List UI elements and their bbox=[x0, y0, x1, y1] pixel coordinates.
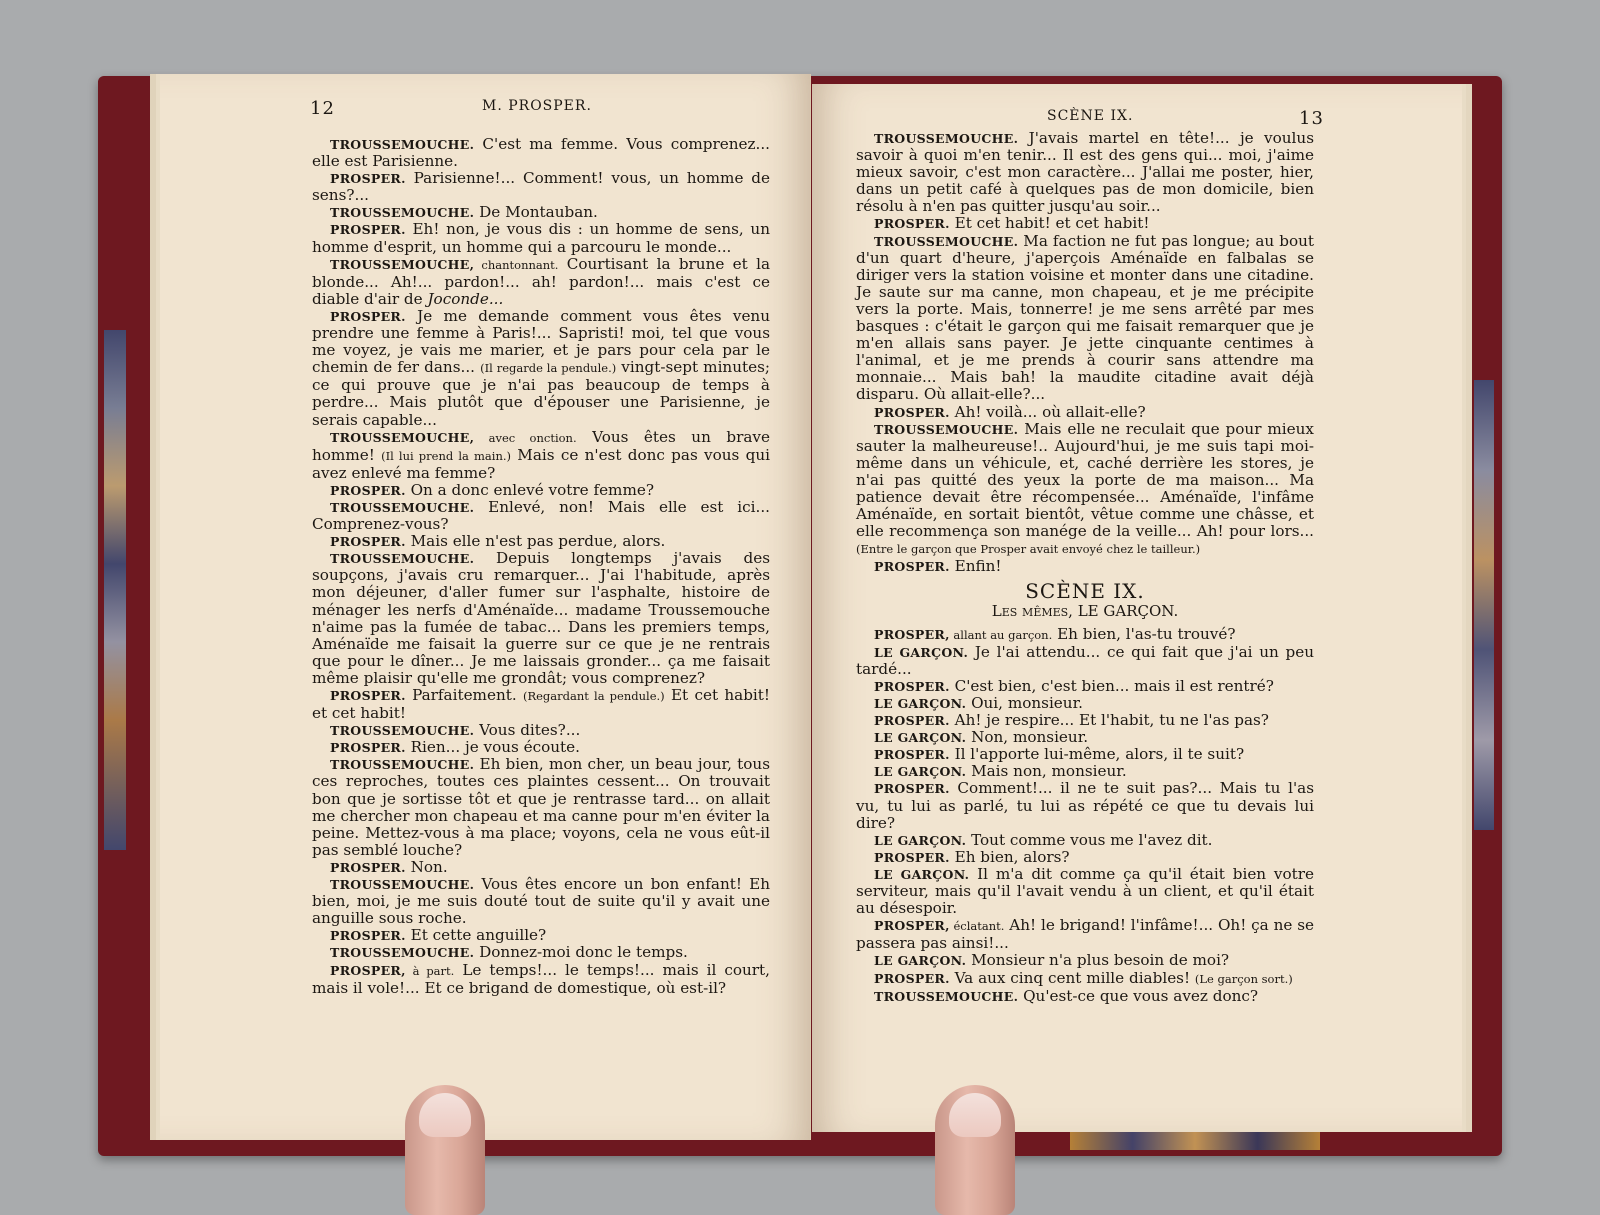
dialogue-text: Vous êtes un brave homme! bbox=[312, 427, 770, 464]
dialogue-line bbox=[856, 832, 1314, 849]
dialogue-text: Non. bbox=[405, 857, 448, 876]
dialogue-line bbox=[312, 221, 770, 255]
scene-heading: SCÈNE IX. bbox=[1025, 579, 1145, 604]
dialogue-text: Qu'est-ce que vous avez donc? bbox=[1018, 986, 1259, 1005]
dialogue-line bbox=[856, 970, 1314, 988]
dialogue-text: Mais elle ne reculait que pour mieux sauter la malheureuse!.. Aujourd'hui, je me suis tapi moi-même dans un véhicule, et, caché derrière les stores, je n'ai pas quitté des yeux la porte de ma maison... Ma patience devait être récompensée... Aménaïde, l'infâme Aménaïde, en sortait bientôt, vêtue comme une châsse, et elle recommença son manége de la veille... Ah! pour lors... bbox=[856, 419, 1314, 541]
speaker-name: TROUSSEMOUCHE. bbox=[330, 757, 475, 773]
dialogue-line bbox=[856, 678, 1314, 695]
speaker-name: TROUSSEMOUCHE. bbox=[330, 499, 475, 515]
dialogue-text: Eh bien, alors? bbox=[949, 847, 1070, 866]
page-number-right: 13 bbox=[1299, 108, 1324, 129]
dialogue-text: Eh bien, l'as-tu trouvé? bbox=[1052, 624, 1236, 643]
dialogue-text: Va aux cinq cent mille diables! bbox=[949, 968, 1195, 987]
page-number-left: 12 bbox=[310, 98, 335, 119]
speaker-name: TROUSSEMOUCHE. bbox=[874, 233, 1019, 249]
right-thumb bbox=[935, 1085, 1015, 1215]
dialogue-text: Non, monsieur. bbox=[966, 728, 1089, 747]
stage-direction: (Regardant la pendule.) bbox=[522, 689, 665, 703]
speaker-name: TROUSSEMOUCHE. bbox=[330, 137, 475, 152]
dialogue-line bbox=[856, 644, 1314, 678]
speaker-name: LE GARÇON. bbox=[874, 832, 967, 848]
speaker-name: PROSPER, bbox=[874, 918, 950, 934]
marbled-endpaper-left bbox=[104, 330, 126, 850]
dialogue-line bbox=[856, 849, 1314, 866]
right-text-after-scene bbox=[856, 626, 1314, 1005]
dialogue-line bbox=[856, 746, 1314, 763]
dialogue-line bbox=[856, 712, 1314, 729]
stage-direction: (Entre le garçon que Prosper avait envoyé chez le tailleur.) bbox=[856, 542, 1201, 557]
dialogue-text: On a donc enlevé votre femme? bbox=[405, 480, 654, 499]
stage-direction: chantonnant. bbox=[474, 257, 559, 272]
dialogue-line bbox=[312, 204, 770, 221]
stage-direction: éclatant. bbox=[949, 919, 1005, 934]
dialogue-text: Enlevé, non! Mais elle est ici... Comprenez-vous? bbox=[312, 497, 770, 534]
dialogue-text: Ma faction ne fut pas longue; au bout d'un quart d'heure, j'aperçois Aménaïde en falbalas se diriger vers la station voisine et monter dans une citadine. Je saute sur ma canne, mon chapeau, et je me précipite vers la porte. Mais, tonnerre! je me sens arrêté par mes basques : c'était le garçon qui me faisait remarquer que je m'en allais sans payer. Je jette cinquante centimes à l'animal, et je me prends à courir sans attendre ma monnaie... Mais bah! la maudite citadine avait déjà disparu. Où allait-elle?... bbox=[856, 231, 1314, 404]
dialogue-text: Et cette anguille? bbox=[405, 926, 547, 945]
left-page bbox=[160, 74, 811, 1140]
speaker-name: PROSPER. bbox=[330, 308, 406, 324]
speaker-name: PROSPER. bbox=[874, 849, 950, 865]
dialogue-text: Mais ce n'est donc pas vous qui avez enlevé ma femme? bbox=[312, 445, 770, 482]
dialogue-text: C'est bien, c'est bien... mais il est rentré? bbox=[949, 676, 1274, 695]
speaker-name: TROUSSEMOUCHE. bbox=[874, 421, 1019, 437]
right-page-text bbox=[856, 130, 1314, 1005]
dialogue-text: Vous êtes encore un bon enfant! Eh bien, moi, je me suis douté tout de suite qu'il y avait une anguille sous roche. bbox=[312, 875, 770, 928]
dialogue-text: Enfin! bbox=[949, 557, 1002, 576]
dialogue-line bbox=[856, 130, 1314, 215]
left-running-head bbox=[160, 98, 810, 120]
dialogue-line bbox=[856, 988, 1314, 1005]
dialogue-line bbox=[856, 729, 1314, 746]
speaker-name: PROSPER. bbox=[874, 747, 950, 763]
dialogue-line bbox=[312, 499, 770, 533]
dialogue-text: Monsieur n'a plus besoin de moi? bbox=[966, 951, 1230, 970]
speaker-name: TROUSSEMOUCHE. bbox=[330, 723, 475, 739]
stage-direction: avec onction. bbox=[474, 430, 577, 445]
running-title-right: SCÈNE IX. bbox=[1047, 108, 1134, 124]
dialogue-line bbox=[312, 962, 770, 997]
dialogue-text: Oui, monsieur. bbox=[966, 694, 1083, 712]
dialogue-line bbox=[312, 308, 770, 429]
dialogue-text: Mais non, monsieur. bbox=[966, 762, 1127, 781]
dialogue-line bbox=[856, 558, 1314, 575]
dialogue-line bbox=[856, 404, 1314, 421]
dialogue-text: Parisienne!... Comment! vous, un homme de sens?... bbox=[312, 169, 770, 205]
speaker-name: LE GARÇON. bbox=[874, 730, 967, 746]
dialogue-text: Et cet habit! et cet habit! bbox=[312, 686, 770, 723]
dialogue-line bbox=[856, 952, 1314, 969]
speaker-name: TROUSSEMOUCHE. bbox=[330, 945, 475, 961]
dialogue-line bbox=[312, 136, 770, 170]
dialogue-text: Comment!... il ne te suit pas?... Mais tu l'as vu, tu lui as parlé, tu lui as répété ce que tu devais lui dire? bbox=[856, 779, 1314, 832]
dialogue-text: Je l'ai attendu... ce qui fait que j'ai un peu tardé... bbox=[856, 642, 1314, 678]
speaker-name: PROSPER. bbox=[874, 216, 950, 232]
dialogue-line bbox=[856, 626, 1314, 644]
right-text-before-scene bbox=[856, 130, 1314, 575]
dialogue-text: Mais elle n'est pas perdue, alors. bbox=[405, 532, 666, 551]
speaker-name: LE GARÇON. bbox=[874, 866, 970, 882]
dialogue-line bbox=[312, 722, 770, 739]
dialogue-text: Parfaitement. bbox=[405, 686, 523, 704]
dialogue-line bbox=[312, 533, 770, 550]
dialogue-line bbox=[856, 780, 1314, 831]
dialogue-text: Donnez-moi donc le temps. bbox=[474, 943, 688, 962]
scene-subheading bbox=[856, 603, 1314, 620]
dialogue-text: Et cet habit! et cet habit! bbox=[949, 214, 1150, 233]
stage-direction: (Il regarde la pendule.) bbox=[480, 361, 617, 376]
speaker-name: TROUSSEMOUCHE. bbox=[330, 877, 475, 893]
dialogue-text: Depuis longtemps j'avais des soupçons, j'avais cru remarquer... J'ai l'habitude, après mon déjeuner, d'aller fumer sur l'asphalte, histoire de ménager les nerfs d'Aménaïde... madame Troussemouche n'aime pas la fumée de tabac... Dans les premiers temps, Aménaïde me faisait la guerre sur ce que je ne rentrais que pour le dîner... Je me laissais gronder... ça me faisait même plaisir qu'elle me grondât; vous comprenez? bbox=[312, 549, 770, 687]
dialogue-line bbox=[312, 256, 770, 308]
dialogue-text: Ah! le brigand! l'infâme!... Oh! ça ne se passera pas ainsi!... bbox=[856, 916, 1314, 953]
dialogue-line bbox=[312, 482, 770, 499]
speaker-name: PROSPER. bbox=[874, 970, 950, 986]
speaker-name: PROSPER. bbox=[330, 482, 406, 498]
dialogue-text: C'est ma femme. Vous comprenez... elle est Parisienne. bbox=[312, 135, 770, 171]
dialogue-line bbox=[856, 421, 1314, 559]
running-title-left: M. PROSPER. bbox=[482, 98, 592, 114]
dialogue-line bbox=[312, 739, 770, 756]
marbled-endpaper-right bbox=[1474, 380, 1494, 830]
speaker-name: LE GARÇON. bbox=[874, 644, 969, 660]
scene-sub-characters: Les mêmes, bbox=[991, 601, 1073, 620]
right-page bbox=[812, 84, 1462, 1132]
dialogue-line bbox=[856, 763, 1314, 780]
dialogue-text: Rien... je vous écoute. bbox=[405, 738, 580, 757]
speaker-name: PROSPER. bbox=[330, 171, 406, 187]
dialogue-text: Eh bien, mon cher, un beau jour, tous ces reproches, toutes ces plaintes cessent... On trouvait bon que je sortisse tôt et que je rentrasse tard... on allait me chercher mon chapeau et ma canne pour m'en éviter la peine. Mettez-vous à ma place; voyons, cela ne vous eût-il pas semblé louche? bbox=[312, 755, 770, 859]
speaker-name: PROSPER. bbox=[874, 404, 950, 420]
speaker-name: PROSPER, bbox=[330, 962, 406, 978]
dialogue-text: Je me demande comment vous êtes venu prendre une femme à Paris!... Sapristi! moi, tel que vous me voyez, je vais me marier, et je pars pour cela par le chemin de fer dans... bbox=[312, 306, 770, 377]
dialogue-text: Le temps!... le temps!... mais il court, mais il vole!... Et ce brigand de domestique, où est-il? bbox=[312, 960, 770, 997]
dialogue-line bbox=[856, 233, 1314, 404]
speaker-name: TROUSSEMOUCHE. bbox=[330, 205, 475, 221]
speaker-name: LE GARÇON. bbox=[874, 953, 967, 969]
dialogue-text: J'avais martel en tête!... je voulus savoir à quoi m'en tenir... Il est des gens qui... moi, j'aime mieux savoir, c'est mon caractère... J'allai me poster, hier, dans un petit café à quelques pas de mon domicile, bien résolu à n'en pas quitter jusqu'au soir... bbox=[856, 129, 1314, 216]
speaker-name: PROSPER. bbox=[874, 559, 950, 575]
stage-direction: à part. bbox=[405, 963, 455, 978]
scene-sub-garcon: LE GARÇON. bbox=[1072, 601, 1179, 620]
dialogue-line bbox=[312, 429, 770, 482]
dialogue-text: De Montauban. bbox=[474, 203, 598, 222]
speaker-name: PROSPER. bbox=[330, 534, 406, 550]
dialogue-line bbox=[312, 944, 770, 961]
left-page-text bbox=[312, 136, 770, 997]
stage-direction: (Il lui prend la main.) bbox=[381, 448, 511, 463]
dialogue-line bbox=[312, 927, 770, 944]
speaker-name: PROSPER. bbox=[330, 928, 406, 944]
speaker-name: PROSPER. bbox=[874, 678, 950, 694]
speaker-name: LE GARÇON. bbox=[874, 696, 967, 711]
speaker-name: TROUSSEMOUCHE, bbox=[330, 256, 475, 272]
speaker-name: PROSPER. bbox=[874, 781, 950, 797]
speaker-name: TROUSSEMOUCHE, bbox=[330, 429, 475, 445]
dialogue-line bbox=[856, 695, 1314, 712]
stage-direction: (Le garçon sort.) bbox=[1194, 971, 1293, 986]
dialogue-text: vingt-sept minutes; ce qui prouve que je n'ai pas beaucoup de temps à perdre... Mais plutôt que d'épouser une Parisienne, je serais capable... bbox=[312, 358, 770, 429]
dialogue-text: Il l'apporte lui-même, alors, il te suit? bbox=[949, 745, 1245, 764]
dialogue-line bbox=[312, 859, 770, 876]
dialogue-text: Vous dites?... bbox=[474, 721, 581, 740]
dialogue-line bbox=[312, 876, 770, 927]
dialogue-text: Courtisant la brune et la blonde... Ah!... pardon!... ah! pardon!... mais c'est ce diable d'air de bbox=[312, 254, 770, 308]
dialogue-line bbox=[856, 215, 1314, 232]
dialogue-line bbox=[856, 866, 1314, 917]
speaker-name: LE GARÇON. bbox=[874, 764, 967, 780]
dialogue-line bbox=[312, 550, 770, 687]
dialogue-line bbox=[312, 170, 770, 204]
dialogue-line bbox=[856, 917, 1314, 952]
dialogue-line bbox=[312, 756, 770, 859]
dialogue-line bbox=[312, 687, 770, 722]
dialogue-text: Eh! non, je vous dis : un homme de sens, un homme d'esprit, un homme qui a parcouru le monde... bbox=[312, 220, 770, 256]
italic-text: Joconde... bbox=[427, 289, 504, 308]
right-running-head bbox=[812, 108, 1462, 130]
speaker-name: TROUSSEMOUCHE. bbox=[330, 551, 475, 567]
dialogue-text: Ah! voilà... où allait-elle? bbox=[949, 402, 1146, 421]
speaker-name: PROSPER, bbox=[874, 626, 950, 642]
left-thumb bbox=[405, 1085, 485, 1215]
dialogue-text: Tout comme vous me l'avez dit. bbox=[966, 830, 1213, 849]
stage-direction: allant au garçon. bbox=[949, 627, 1053, 642]
speaker-name: PROSPER. bbox=[874, 713, 950, 729]
speaker-name: PROSPER. bbox=[330, 688, 406, 703]
dialogue-text: Il m'a dit comme ça qu'il était bien votre serviteur, mais qu'il l'avait vendu à un client, et qu'il était au désespoir. bbox=[856, 864, 1315, 918]
dialogue-text: Ah! je respire... Et l'habit, tu ne l'as pas? bbox=[949, 711, 1269, 730]
speaker-name: TROUSSEMOUCHE. bbox=[874, 131, 1019, 146]
speaker-name: PROSPER. bbox=[330, 859, 406, 875]
speaker-name: PROSPER. bbox=[330, 222, 406, 238]
speaker-name: TROUSSEMOUCHE. bbox=[874, 988, 1019, 1004]
speaker-name: PROSPER. bbox=[330, 740, 406, 756]
